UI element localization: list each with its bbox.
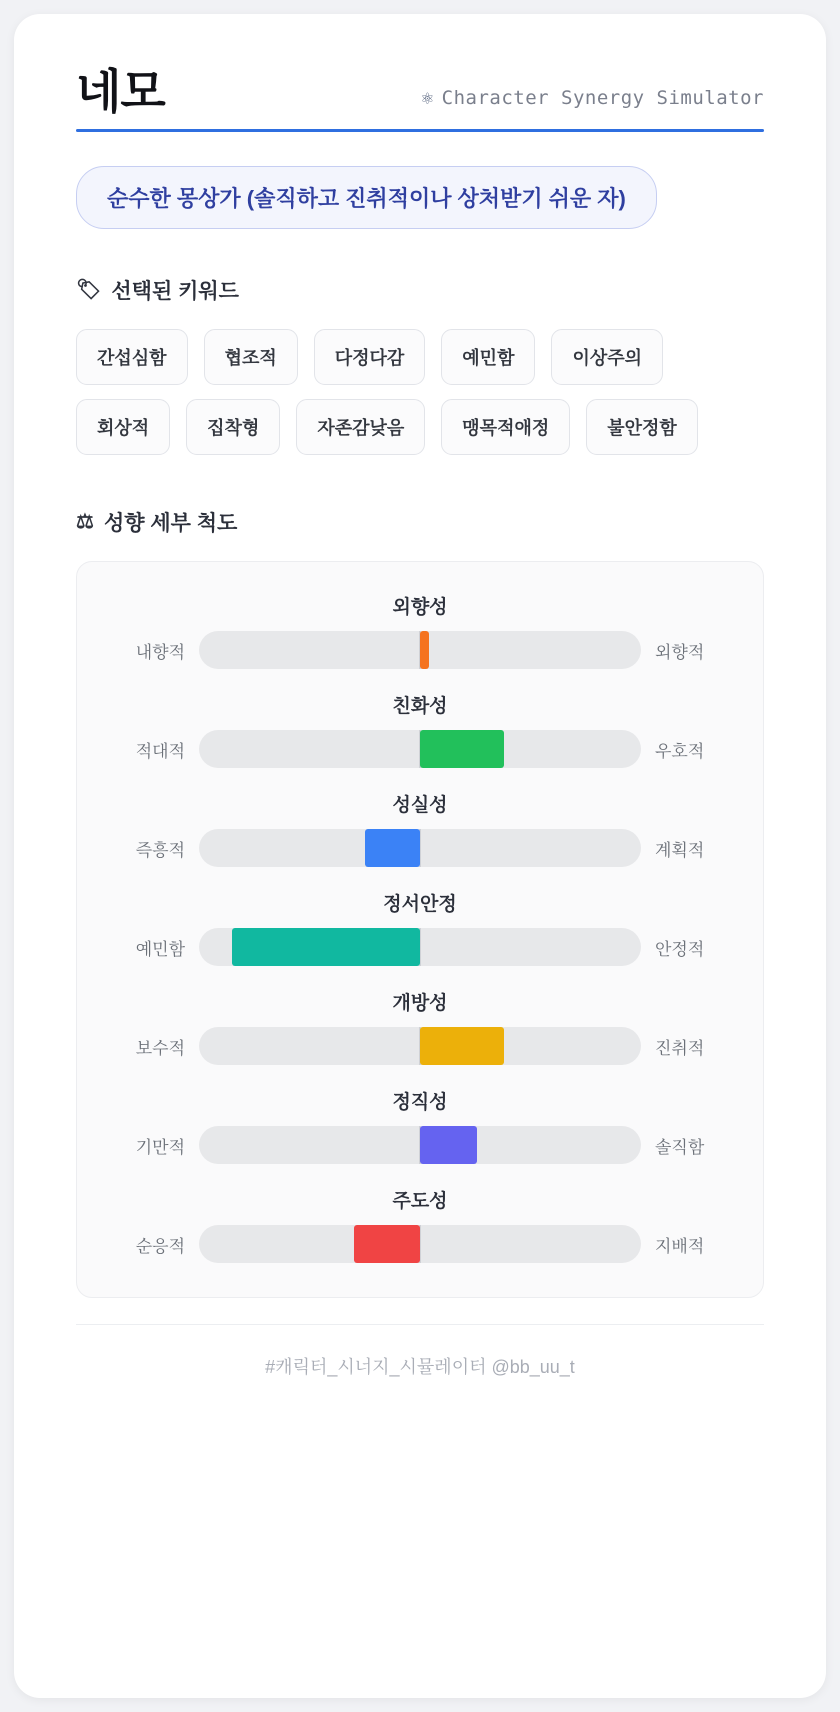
trait-bar	[199, 730, 641, 768]
trait-name: 정서안정	[383, 894, 457, 915]
trait-bar	[199, 1126, 641, 1164]
trait-bar	[199, 1027, 641, 1065]
trait-pole-left: 예민함	[135, 939, 185, 959]
header	[76, 65, 764, 129]
trait-name: 정직성	[392, 1092, 448, 1113]
trait-pole-right: 진취적	[655, 1038, 705, 1058]
keyword-chip[interactable]: 집착형	[186, 399, 280, 455]
trait-pole-left: 보수적	[135, 1038, 185, 1058]
keywords-section-title	[76, 275, 764, 305]
keyword-chip[interactable]: 다정다감	[314, 329, 426, 385]
trait-pole-right: 우호적	[655, 741, 705, 761]
trait-pole-left: 내향적	[135, 642, 185, 662]
trait-row	[111, 1087, 729, 1164]
keyword-chip[interactable]: 자존감낮음	[296, 399, 425, 455]
trait-pole-right: 솔직함	[655, 1137, 705, 1157]
keyword-chip[interactable]: 예민함	[441, 329, 535, 385]
keyword-chip[interactable]: 불안정함	[586, 399, 698, 455]
trait-bar-fill	[365, 829, 420, 867]
trait-pole-left: 적대적	[135, 741, 185, 761]
trait-bar-fill	[420, 730, 504, 768]
keyword-chip[interactable]: 협조적	[204, 329, 298, 385]
footer: #캐릭터_시너지_시뮬레이터 @bb_uu_t	[76, 1324, 764, 1409]
trait-name: 외향성	[392, 597, 448, 618]
keyword-list	[76, 329, 764, 455]
trait-bar-fill	[232, 928, 420, 966]
trait-bar	[199, 631, 641, 669]
trait-pole-left: 기만적	[135, 1137, 185, 1157]
trait-chart	[76, 561, 764, 1298]
trait-pole-right: 외향적	[655, 642, 705, 662]
trait-bar-fill	[354, 1225, 420, 1263]
app-subtitle-label: Character Synergy Simulator	[441, 87, 764, 109]
keyword-chip[interactable]: 이상주의	[551, 329, 663, 385]
trait-row	[111, 889, 729, 966]
keyword-chip[interactable]: 회상적	[76, 399, 170, 455]
keyword-chip[interactable]: 간섭심함	[76, 329, 188, 385]
trait-name: 주도성	[392, 1191, 448, 1212]
traits-title-label: 성향 세부 척도	[103, 512, 238, 535]
app-subtitle	[422, 87, 764, 115]
trait-bar-fill	[420, 631, 429, 669]
trait-row	[111, 790, 729, 867]
trait-pole-right: 지배적	[655, 1236, 705, 1256]
keyword-chip[interactable]: 맹목적애정	[441, 399, 570, 455]
trait-row	[111, 1186, 729, 1263]
trait-bar	[199, 1225, 641, 1263]
trait-pole-right: 안정적	[655, 939, 705, 959]
trait-bar	[199, 928, 641, 966]
trait-pole-left: 즉흥적	[135, 840, 185, 860]
trait-bar-fill	[420, 1027, 504, 1065]
trait-row	[111, 592, 729, 669]
dice-icon: ⚛	[421, 86, 434, 109]
keywords-title-label: 선택된 키워드	[111, 280, 239, 303]
trait-row	[111, 988, 729, 1065]
trait-bar-fill	[420, 1126, 477, 1164]
trait-pole-left: 순응적	[135, 1236, 185, 1256]
tag-icon: 🏷	[76, 279, 102, 301]
trait-name: 친화성	[392, 696, 448, 717]
trait-name: 개방성	[392, 993, 448, 1014]
result-card	[14, 14, 826, 1698]
scale-icon: ⚖	[76, 511, 94, 533]
header-divider	[76, 129, 764, 132]
trait-row	[111, 691, 729, 768]
archetype-badge: 순수한 몽상가 (솔직하고 진취적이나 상처받기 쉬운 자)	[76, 166, 657, 229]
page-title: 네모	[76, 65, 165, 118]
trait-pole-right: 계획적	[655, 840, 705, 860]
trait-name: 성실성	[392, 795, 448, 816]
trait-bar	[199, 829, 641, 867]
traits-section-title	[76, 507, 764, 537]
